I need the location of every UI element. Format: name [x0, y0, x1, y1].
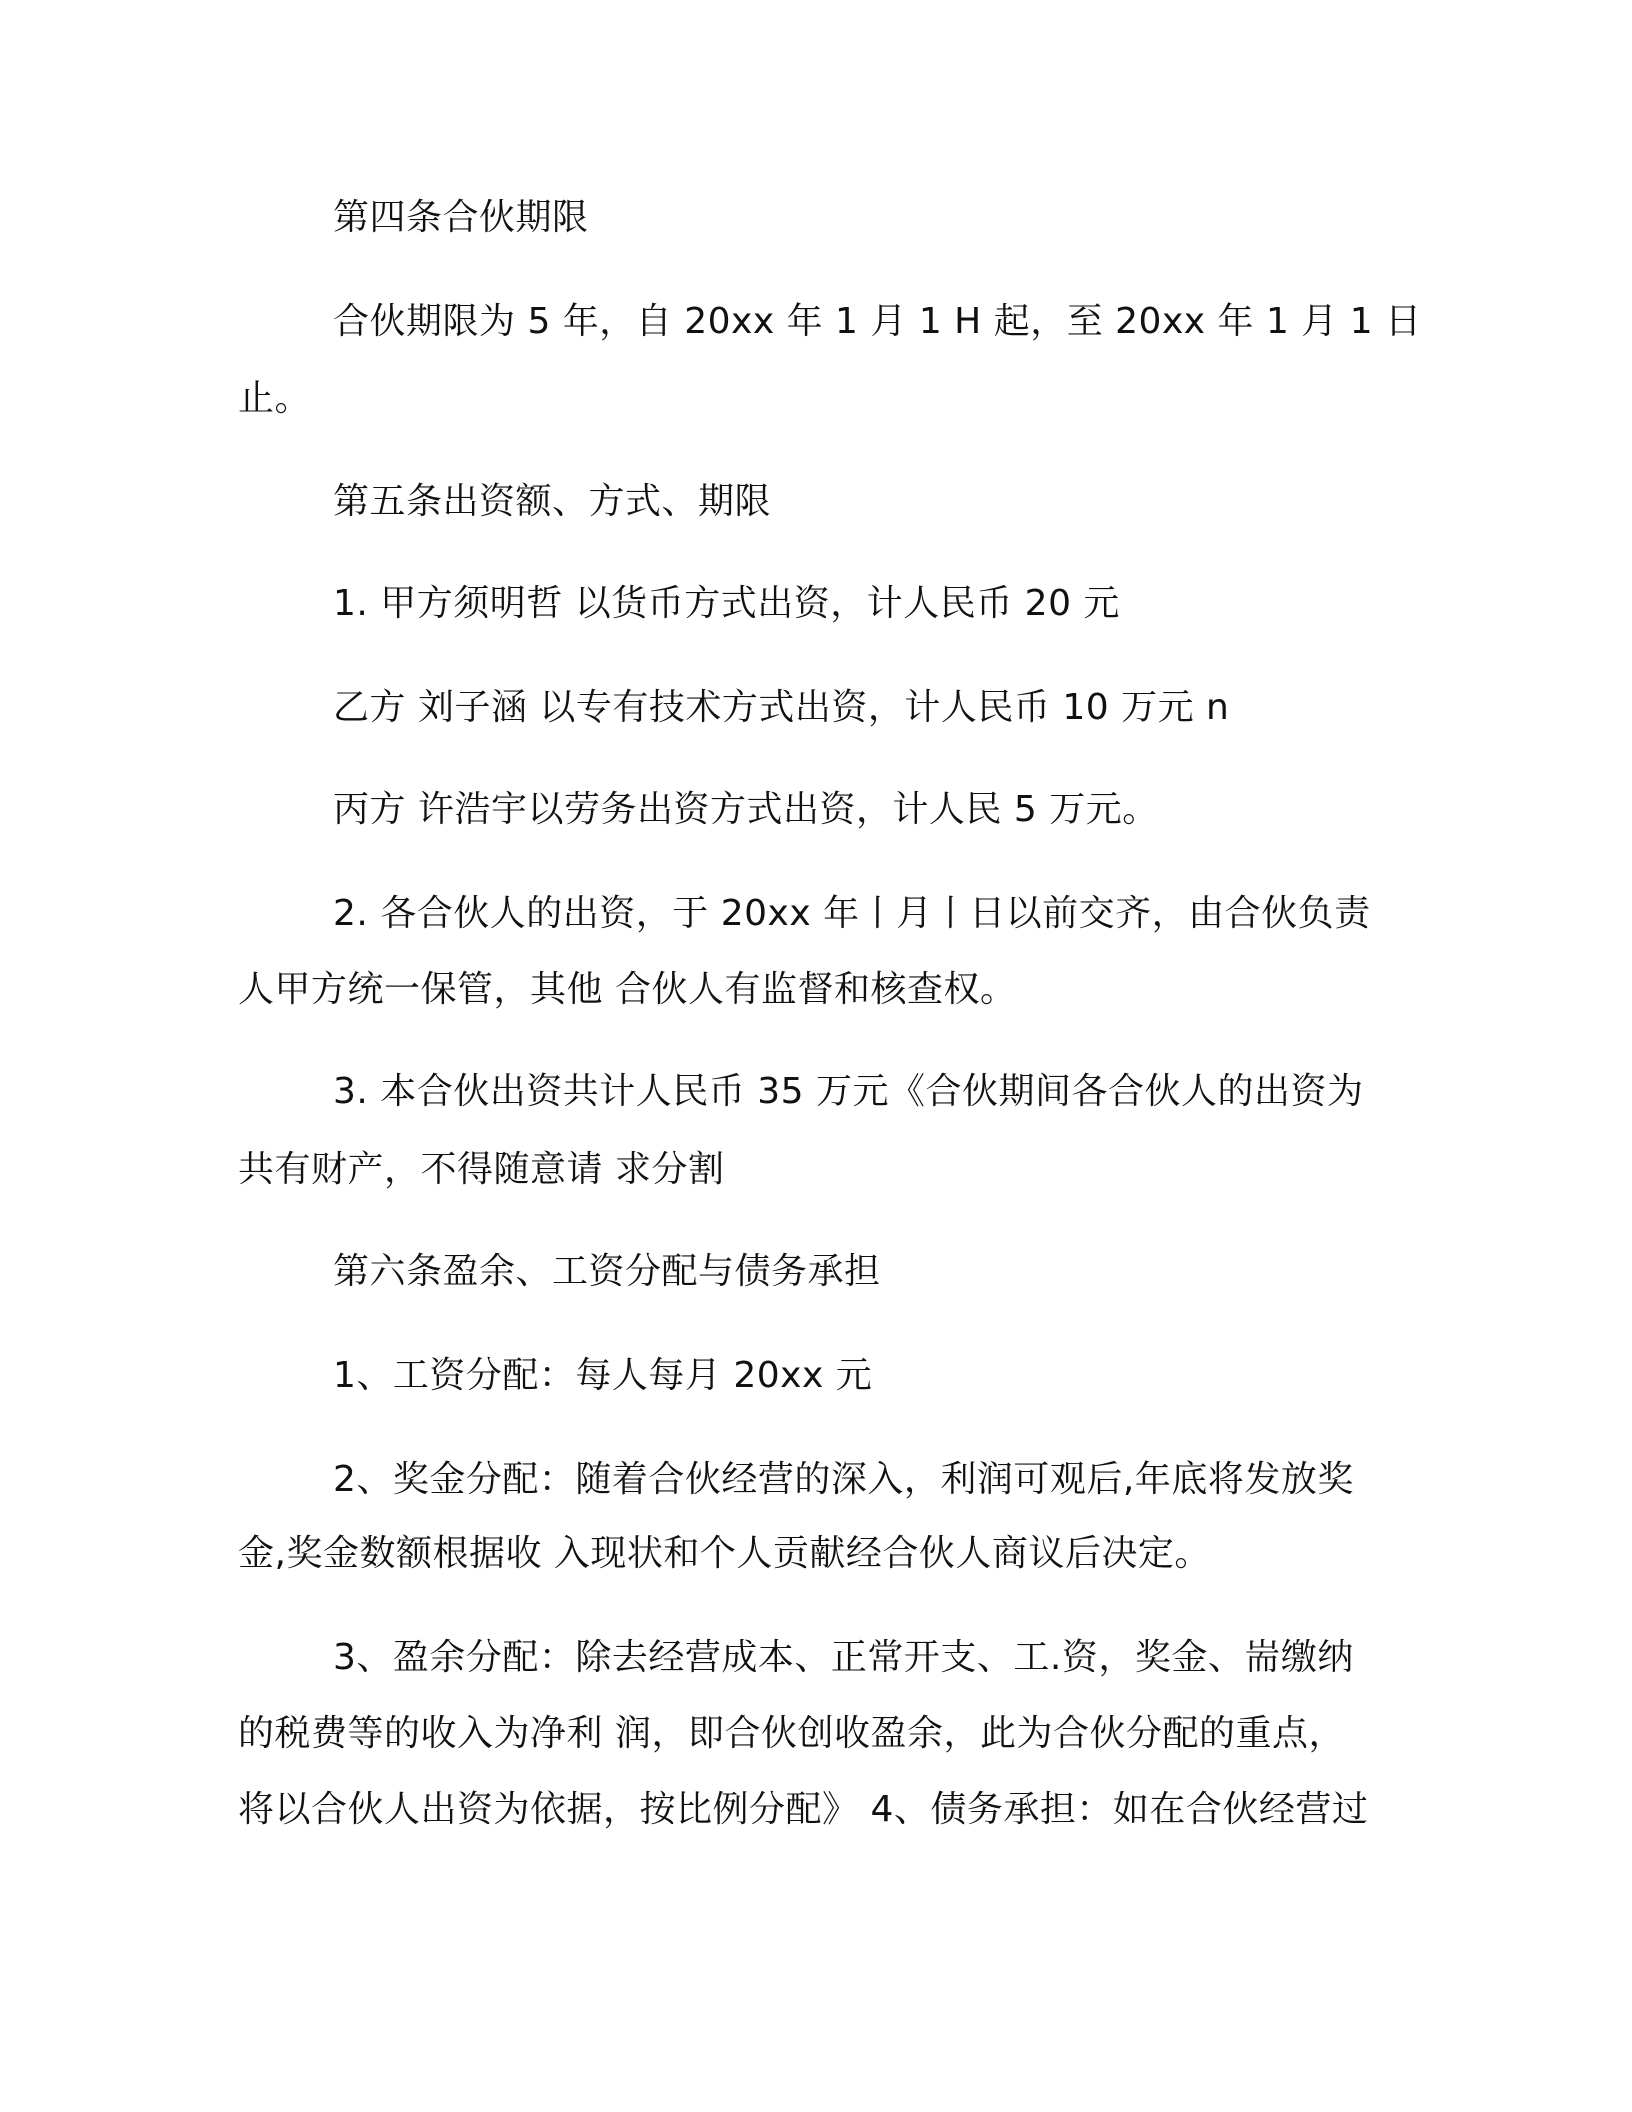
paragraph-line: 乙方 刘子涵 以专有技术方式出资，计人民币 10 万元 n — [333, 687, 1230, 728]
paragraph-line: 将以合伙人出资为依据，按比例分配》 4、债务承担：如在合伙经营过 — [238, 1789, 1369, 1830]
paragraph-line: 2、奖金分配：随着合伙经营的深入，利润可观后,年底将发放奖 — [333, 1459, 1354, 1500]
section-heading-6: 第六条盈余、工资分配与债务承担 — [333, 1251, 881, 1292]
section-heading-4: 第四条合伙期限 — [333, 197, 589, 238]
section-heading-5: 第五条出资额、方式、期限 — [333, 481, 772, 522]
paragraph-line: 3. 本合伙出资共计人民币 35 万元《合伙期间各合伙人的出资为 — [333, 1071, 1364, 1112]
paragraph-line: 1. 甲方须明哲 以货币方式出资，计人民币 20 元 — [333, 583, 1120, 624]
paragraph-line: 合伙期限为 5 年，自 20xx 年 1 月 1 H 起，至 20xx 年 1 月 1 日 — [333, 301, 1422, 342]
paragraph-line: 丙方 许浩宇以劳务出资方式出资，计人民 5 万元。 — [333, 789, 1159, 830]
paragraph-line: 的税费等的收入为净利 润，即合伙创收盈余，此为合伙分配的重点， — [238, 1713, 1345, 1754]
paragraph-line: 2. 各合伙人的出资，于 20xx 年丨月丨日以前交齐，由合伙负责 — [333, 893, 1371, 934]
paragraph-line: 3、盈余分配：除去经营成本、正常开支、工.资，奖金、耑缴纳 — [333, 1637, 1354, 1678]
paragraph-line: 金,奖金数额根据收 入现状和个人贡献经合伙人商议后决定。 — [238, 1533, 1211, 1574]
paragraph-line: 共有财产，不得随意请 求分割 — [238, 1149, 725, 1190]
paragraph-line: 人甲方统一保管，其他 合伙人有监督和核查权。 — [238, 969, 1017, 1010]
paragraph-line: 1、工资分配：每人每月 20xx 元 — [333, 1355, 873, 1396]
paragraph-line: 止。 — [238, 378, 312, 419]
